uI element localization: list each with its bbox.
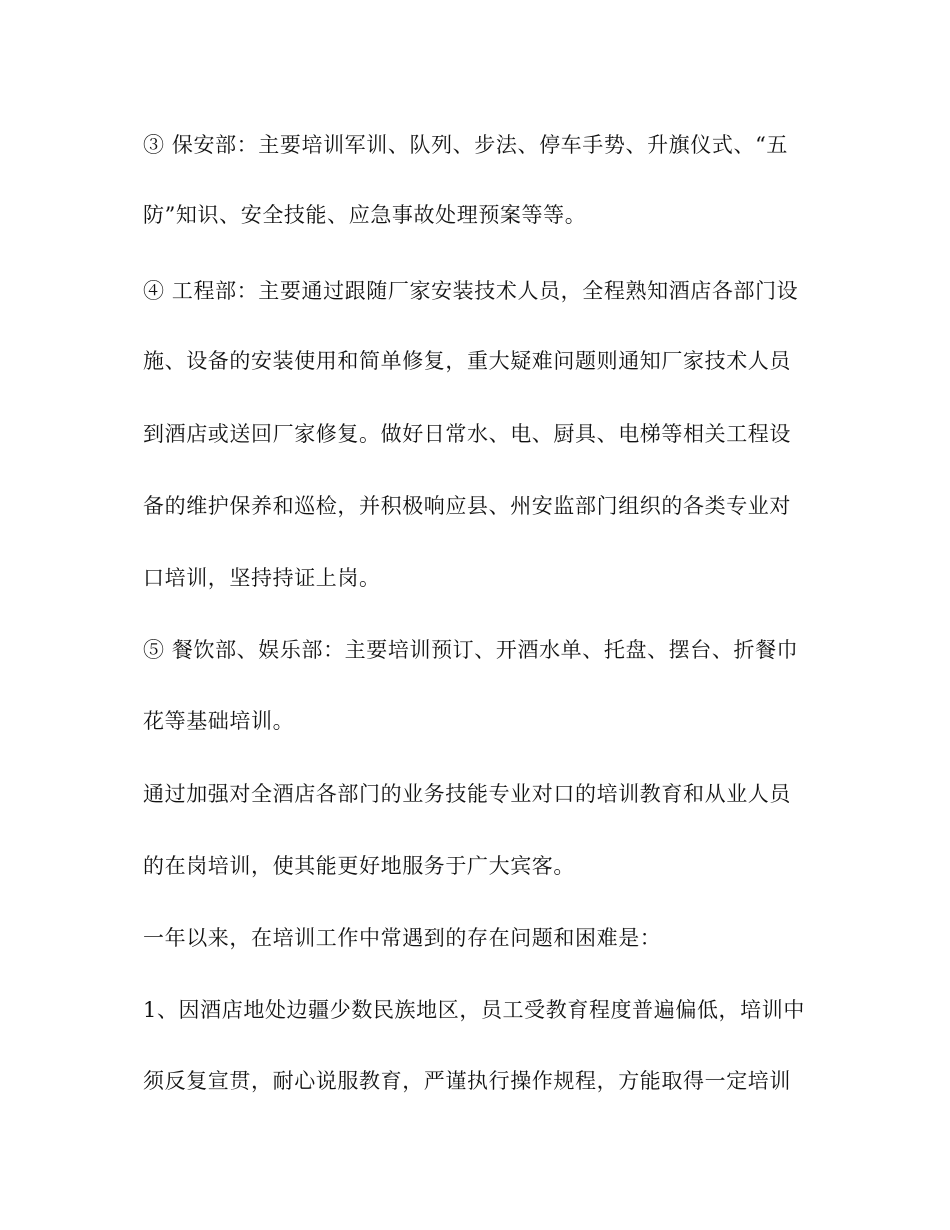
- text-line: 的在岗培训，使其能更好地服务于广大宾客。: [143, 854, 575, 878]
- text-line: 一年以来，在培训工作中常遇到的存在问题和困难是：: [143, 926, 662, 950]
- text-line: ④ 工程部：主要通过跟随厂家安装技术人员，全程熟知酒店各部门设: [143, 279, 799, 303]
- text-line: ⑤ 餐饮部、娱乐部：主要培训预订、开酒水单、托盘、摆台、折餐巾: [143, 638, 799, 662]
- text-line: 备的维护保养和巡检，并积极响应县、州安监部门组织的各类专业对: [143, 494, 791, 518]
- text-line: 通过加强对全酒店各部门的业务技能专业对口的培训教育和从业人员: [143, 782, 791, 806]
- text-line: 到酒店或送回厂家修复。做好日常水、电、厨具、电梯等相关工程设: [143, 422, 791, 446]
- text-line: 防”知识、安全技能、应急事故处理预案等等。: [143, 203, 587, 227]
- text-line: ③ 保安部：主要培训军训、队列、步法、停车手势、升旗仪式、“五: [143, 133, 789, 157]
- text-line: 花等基础培训。: [143, 709, 295, 733]
- text-line: 1、因酒店地处边疆少数民族地区，员工受教育程度普遍偏低，培训中: [143, 998, 805, 1022]
- text-line: 须反复宣贯，耐心说服教育，严谨执行操作规程，方能取得一定培训: [143, 1069, 791, 1093]
- text-line: 施、设备的安装使用和简单修复，重大疑难问题则通知厂家技术人员: [143, 349, 791, 373]
- text-line: 口培训，坚持持证上岗。: [143, 566, 381, 590]
